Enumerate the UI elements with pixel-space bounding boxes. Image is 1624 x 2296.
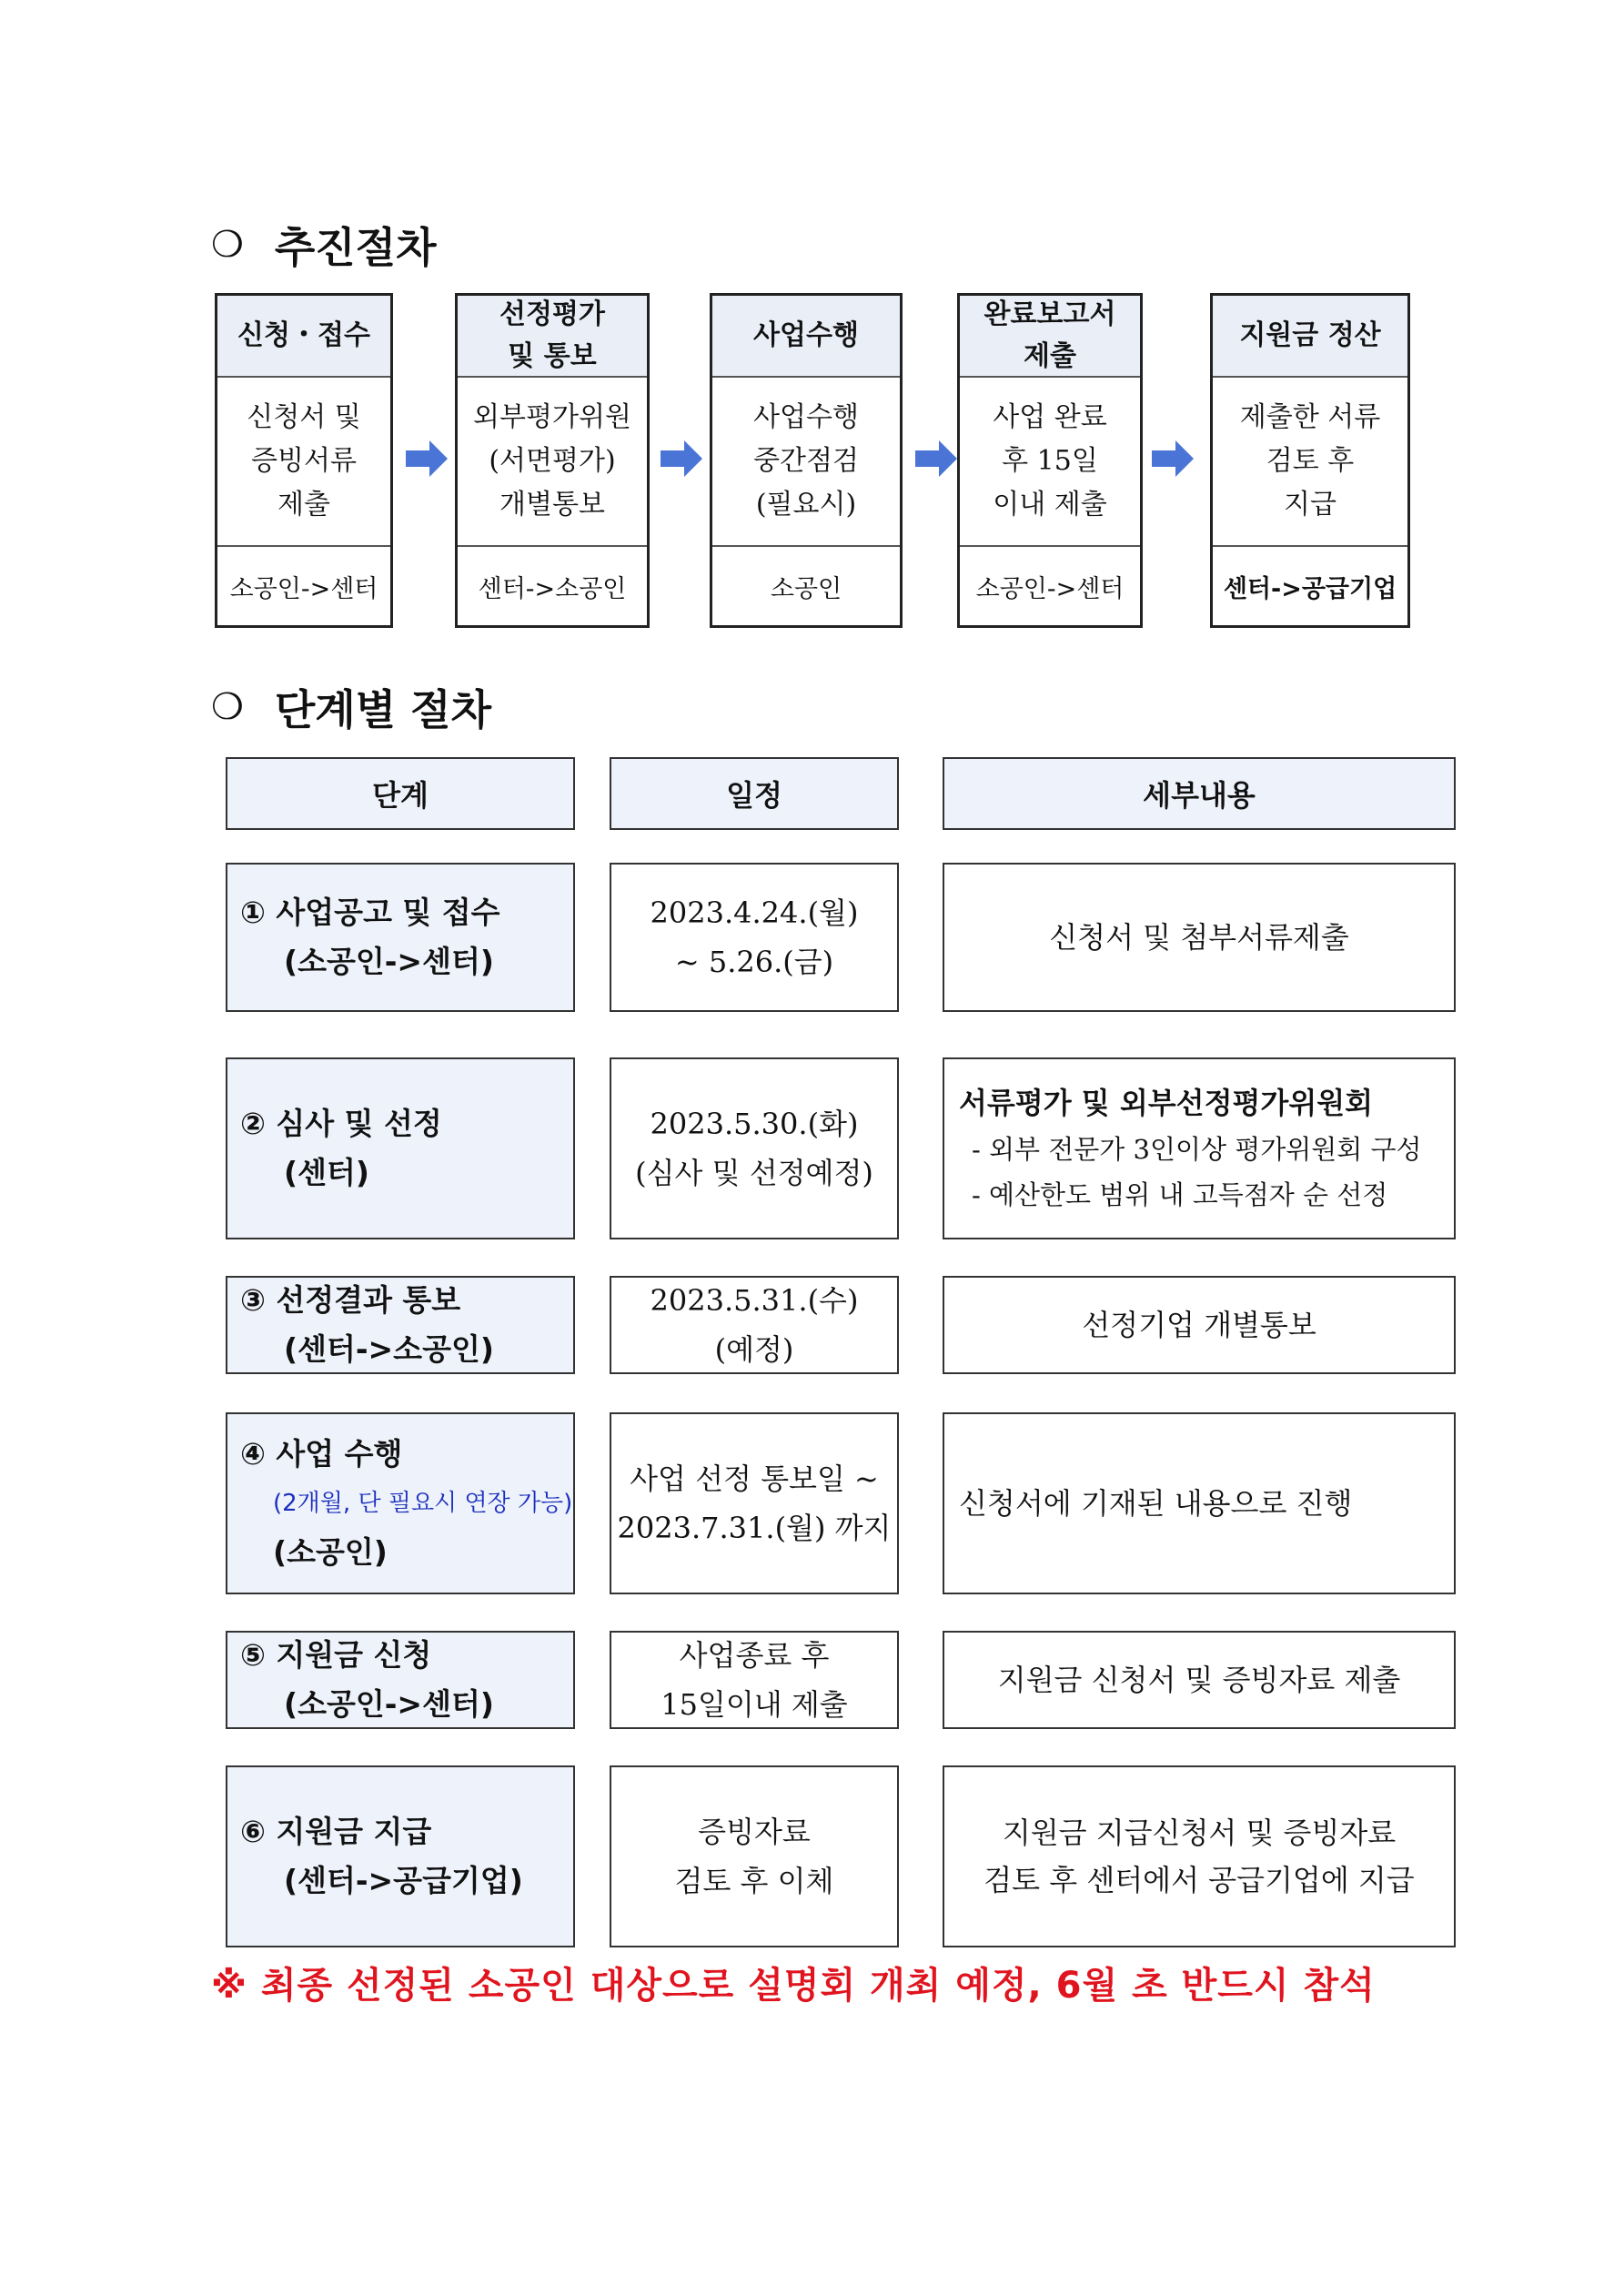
flow-box-body: 신청서 및 증빙서류 제출 <box>217 378 390 547</box>
table-row-detail: 지원금 신청서 및 증빙자료 제출 <box>943 1631 1456 1729</box>
flow-box-head: 사업수행 <box>712 296 900 378</box>
circle-bullet-icon: ❍ <box>211 224 244 266</box>
flow-box-head: 선정평가 및 통보 <box>458 296 647 378</box>
flow-box-head: 완료보고서 제출 <box>960 296 1140 378</box>
arrow-right-icon <box>915 440 957 477</box>
section-title-text: 추진절차 <box>274 223 437 272</box>
flow-box-execution <box>710 293 903 628</box>
table-row-schedule: 사업종료 후 15일이내 제출 <box>610 1631 899 1729</box>
flow-box-actor: 소공인 <box>770 574 842 603</box>
table-row-schedule: 2023.4.24.(월) ~ 5.26.(금) <box>610 863 899 1012</box>
table-row-schedule: 2023.5.30.(화) (심사 및 선정예정) <box>610 1057 899 1239</box>
section-title-procedure <box>211 215 437 275</box>
flow-box-body: 외부평가위원 (서면평가) 개별통보 <box>458 378 647 547</box>
table-row-stage: ⑤ 지원금 신청 (소공인->센터) <box>226 1631 575 1729</box>
table-row-detail: 선정기업 개별통보 <box>943 1276 1456 1374</box>
flow-box-apply <box>215 293 393 628</box>
table-row-stage: ② 심사 및 선정 (센터) <box>226 1057 575 1239</box>
table-header-schedule: 일정 <box>610 757 899 830</box>
section-title-text: 단계별 절차 <box>274 685 492 734</box>
flow-box-actor: 센터->공급기업 <box>1223 574 1397 603</box>
flow-box-body: 사업 완료 후 15일 이내 제출 <box>960 378 1140 547</box>
table-header-detail: 세부내용 <box>943 757 1456 830</box>
table-row-detail: 지원금 지급신청서 및 증빙자료 검토 후 센터에서 공급기업에 지급 <box>943 1765 1456 1947</box>
flow-box-head: 지원금 정산 <box>1213 296 1407 378</box>
table-row-schedule: 사업 선정 통보일 ~ 2023.7.31.(월) 까지 <box>610 1412 899 1594</box>
table-row-schedule: 증빙자료 검토 후 이체 <box>610 1765 899 1947</box>
arrow-right-icon <box>661 440 702 477</box>
section-title-steps <box>211 677 491 737</box>
flow-box-evaluation <box>455 293 650 628</box>
flow-box-actor: 소공인->센터 <box>975 574 1125 603</box>
table-row-schedule: 2023.5.31.(수) (예정) <box>610 1276 899 1374</box>
circle-bullet-icon: ❍ <box>211 686 244 728</box>
notice-text: ※ 최종 선정된 소공인 대상으로 설명회 개최 예정, 6월 초 반드시 참석 <box>211 1965 1376 2007</box>
duration-note: (2개월, 단 필요시 연장 가능) <box>273 1490 573 1517</box>
flow-box-report <box>957 293 1143 628</box>
table-row-detail: 신청서에 기재된 내용으로 진행 <box>943 1412 1456 1594</box>
table-row-stage: ① 사업공고 및 접수 (소공인->센터) <box>226 863 575 1012</box>
table-row-detail: 신청서 및 첨부서류제출 <box>943 863 1456 1012</box>
flow-box-body: 사업수행 중간점검 (필요시) <box>712 378 900 547</box>
table-row-detail: 서류평가 및 외부선정평가위원회 - 외부 전문가 3인이상 평가위원회 구성 - 예산한도 범위 내 고득점자 순 선정 <box>943 1057 1456 1239</box>
arrow-right-icon <box>1152 440 1194 477</box>
flow-box-settlement <box>1210 293 1410 628</box>
flow-box-actor: 센터->소공인 <box>478 574 627 603</box>
table-row-stage: ③ 선정결과 통보 (센터->소공인) <box>226 1276 575 1374</box>
arrow-right-icon <box>406 440 448 477</box>
flow-box-actor: 소공인->센터 <box>229 574 378 603</box>
table-header-stage: 단계 <box>226 757 575 830</box>
flow-box-body: 제출한 서류 검토 후 지급 <box>1213 378 1407 547</box>
table-row-stage: ④ 사업 수행 (2개월, 단 필요시 연장 가능) (소공인) <box>226 1412 575 1594</box>
table-row-stage: ⑥ 지원금 지급 (센터->공급기업) <box>226 1765 575 1947</box>
flow-box-head: 신청・접수 <box>217 296 390 378</box>
